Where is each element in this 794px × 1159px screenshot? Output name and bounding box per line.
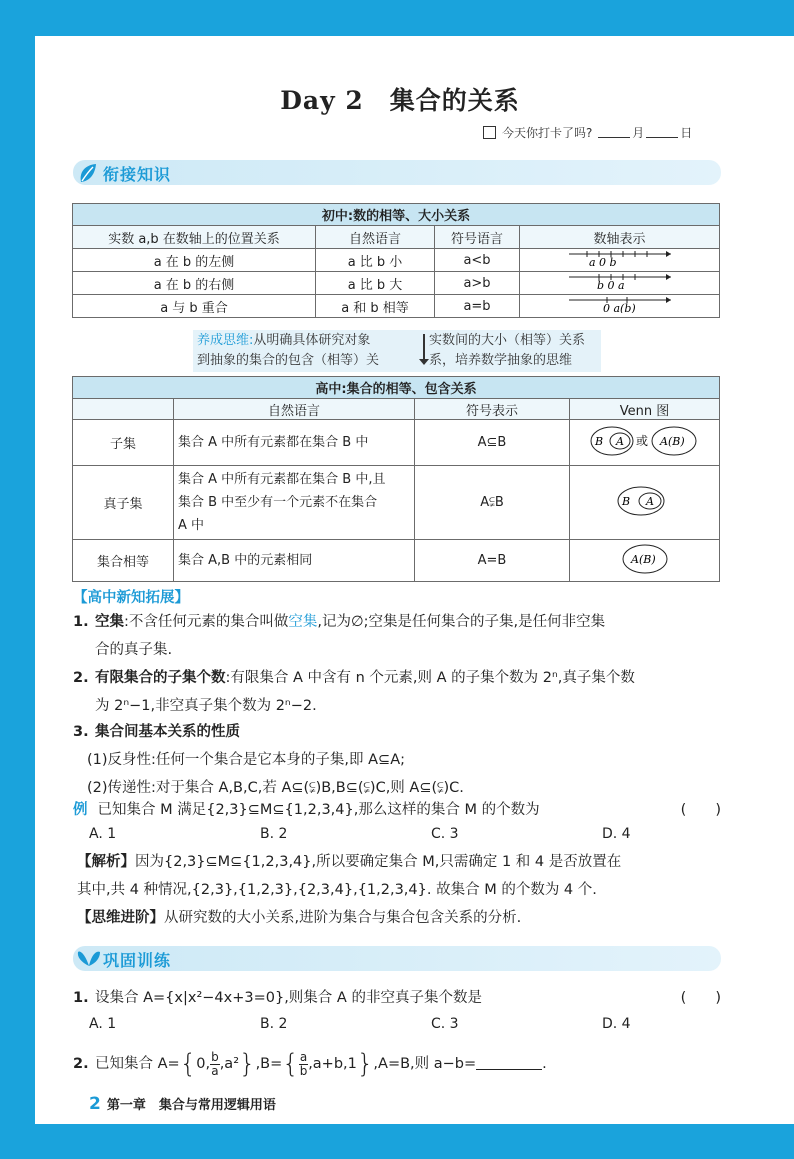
item-highlight: 空集	[288, 614, 318, 630]
leaf-icon	[77, 162, 99, 184]
cell: A⫋B	[415, 466, 570, 540]
thinking-note-text: 系，培养数学抽象的思维	[429, 353, 573, 368]
option-b[interactable]: B. 2	[260, 1016, 288, 1032]
item-number: 2.	[73, 670, 89, 686]
venn-equal-diagram	[618, 542, 672, 576]
page-number: 2	[89, 1094, 101, 1114]
table-row	[73, 466, 720, 540]
question-number: 1.	[73, 990, 89, 1006]
venn-label: B	[621, 494, 630, 508]
cell: a 在 b 的右侧	[73, 272, 316, 295]
analysis-text: 其中,共 4 种情况,{2,3},{1,2,3},{2,3,4},{1,2,3,4}. 故集合 M 的个数为 4 个.	[77, 882, 597, 898]
example-analysis	[77, 848, 727, 932]
answer-blank[interactable]	[476, 1055, 542, 1070]
cell: a>b	[435, 272, 520, 295]
expand-title: 【高中新知拓展】	[73, 590, 189, 606]
right-brace: }	[239, 1049, 256, 1079]
page-title: Day 2 集合的关系	[280, 86, 520, 115]
month-label: 月	[632, 126, 645, 140]
thinking-note-text: 实数间的大小（相等）关系	[429, 333, 586, 348]
cell-line: 集合 A 中所有元素都在集合 B 中,且	[178, 472, 386, 487]
venn-subset-diagram	[588, 424, 702, 458]
number-line-cell	[520, 249, 720, 272]
day-label: 日	[680, 126, 693, 140]
item-heading: 集合间基本关系的性质	[95, 724, 240, 740]
thinking-note-text: 到抽象的集合的包含（相等）关	[197, 353, 380, 368]
cell-line: 集合 B 中至少有一个元素不在集合	[178, 495, 378, 510]
option-a[interactable]: A. 1	[89, 826, 117, 842]
number-line-cell	[520, 295, 720, 318]
col-header	[73, 399, 174, 420]
question-text: 设集合 A={x|x²−4x+3=0},则集合 A 的非空真子集个数是	[95, 990, 482, 1006]
junior-table	[72, 203, 720, 318]
left-brace: {	[179, 1049, 197, 1079]
venn-proper-subset-diagram	[615, 484, 675, 518]
senior-table	[72, 376, 720, 582]
col-header: 符号语言	[435, 226, 520, 249]
section-banner-link	[73, 160, 721, 185]
col-header: 数轴表示	[520, 226, 720, 249]
expand-item-3	[73, 718, 733, 802]
col-header: Venn 图	[570, 399, 720, 420]
option-d[interactable]: D. 4	[602, 826, 631, 842]
item-text: ,记为∅;空集是任何集合的子集,是任何非空集	[317, 614, 606, 630]
fraction-denominator: a	[211, 1063, 219, 1078]
cell: a 比 b 小	[316, 249, 435, 272]
thinking-note-right	[429, 331, 601, 371]
number-line-cell	[520, 272, 720, 295]
question-text: ,B=	[255, 1056, 283, 1072]
question-text: 已知集合 A=	[95, 1056, 180, 1072]
venn-cell	[570, 466, 720, 540]
example-text: 已知集合 M 满足{2,3}⊆M⊆{1,2,3,4},那么这样的集合 M 的个数为	[97, 802, 540, 818]
item-text: (2)传递性:对于集合 A,B,C,若 A⊆(⫋)B,B⊆(⫋)C,则 A⊆(⫋)C.	[87, 780, 464, 796]
item-number: 1.	[73, 614, 89, 630]
question-number: 2.	[73, 1056, 89, 1072]
right-brace: }	[356, 1049, 374, 1079]
number-line-labels: 0 a(b)	[602, 302, 636, 313]
venn-cell	[570, 540, 720, 582]
page	[35, 36, 794, 1124]
thinking-note-text: 从明确具体研究对象	[253, 333, 371, 348]
question-text: ,a+b,1	[308, 1056, 357, 1072]
month-blank[interactable]	[598, 126, 630, 138]
question-text: 0,	[196, 1056, 211, 1072]
thinking-note	[193, 330, 601, 372]
item-text: :有限集合 A 中含有 n 个元素,则 A 的子集个数为 2ⁿ,真子集个数	[225, 670, 635, 686]
thinking-note-label: 养成思维:	[197, 333, 254, 348]
section-banner-practice	[73, 946, 721, 971]
table-row	[73, 272, 720, 295]
item-text: 合的真子集.	[95, 642, 173, 658]
cell: A=B	[415, 540, 570, 582]
item-number: 3.	[73, 724, 89, 740]
cell: a=b	[435, 295, 520, 318]
col-header: 实数 a,b 在数轴上的位置关系	[73, 226, 316, 249]
question-text: ,a²	[219, 1056, 240, 1072]
table-row	[73, 540, 720, 582]
item-heading: 有限集合的子集个数	[95, 670, 226, 686]
expand-item-2	[73, 664, 733, 720]
advance-text: 从研究数的大小关系,进阶为集合与集合包含关系的分析.	[164, 910, 522, 926]
col-header: 符号表示	[415, 399, 570, 420]
junior-table-caption: 初中:数的相等、大小关系	[73, 204, 720, 226]
analysis-label: 【解析】	[77, 854, 135, 870]
venn-label: A(B)	[659, 434, 685, 448]
expand-item-1	[73, 608, 733, 664]
option-c[interactable]: C. 3	[431, 826, 459, 842]
col-header: 自然语言	[174, 399, 415, 420]
option-a[interactable]: A. 1	[89, 1016, 117, 1032]
advance-label: 【思维进阶】	[77, 910, 164, 926]
senior-table-caption: 高中:集合的相等、包含关系	[73, 377, 720, 399]
practice-q2	[73, 1044, 733, 1084]
checkin-text: 今天你打卡了吗?	[502, 126, 593, 140]
item-text: (1)反身性:任何一个集合是它本身的子集,即 A⊆A;	[87, 752, 406, 768]
checkin-checkbox[interactable]	[483, 126, 496, 139]
left-brace: {	[282, 1049, 299, 1079]
cell: a 比 b 大	[316, 272, 435, 295]
col-header: 自然语言	[316, 226, 435, 249]
number-line-diagram	[565, 249, 675, 267]
example-question	[73, 796, 721, 824]
cell: a 在 b 的左侧	[73, 249, 316, 272]
cell: 集合 A,B 中的元素相同	[174, 540, 415, 582]
fraction-numerator: b	[211, 1049, 219, 1064]
item-text: 为 2ⁿ−1,非空真子集个数为 2ⁿ−2.	[95, 698, 317, 714]
down-arrow-icon	[423, 334, 425, 364]
item-heading: 空集	[95, 614, 124, 630]
item-text: :不含任何元素的集合叫做	[124, 614, 289, 630]
venn-label: A	[615, 434, 624, 448]
number-line-labels: b 0 a	[596, 279, 625, 290]
analysis-text: 因为{2,3}⊆M⊆{1,2,3,4},所以要确定集合 M,只需确定 1 和 4 是否放置在	[135, 854, 622, 870]
day-blank[interactable]	[646, 126, 678, 138]
cell-line: A 中	[178, 518, 205, 533]
cell: a<b	[435, 249, 520, 272]
venn-cell	[570, 420, 720, 466]
page-footer	[89, 1094, 276, 1114]
fraction-denominator: b	[299, 1063, 308, 1078]
number-line-labels: a 0 b	[588, 256, 617, 267]
option-c[interactable]: C. 3	[431, 1016, 459, 1032]
answer-paren[interactable]: ( )	[680, 990, 721, 1006]
option-b[interactable]: B. 2	[260, 826, 288, 842]
checkin-line	[483, 124, 692, 141]
number-line-diagram	[565, 295, 675, 313]
chapter-title: 第一章 集合与常用逻辑用语	[106, 1098, 276, 1113]
fraction-numerator: a	[299, 1049, 308, 1064]
butterfly-icon	[77, 948, 101, 970]
section-title-practice: 巩固训练	[103, 951, 172, 970]
table-row	[73, 249, 720, 272]
venn-label: B	[594, 434, 603, 448]
answer-paren[interactable]: ( )	[680, 802, 721, 818]
fraction	[210, 1051, 220, 1078]
cell: A⊆B	[415, 420, 570, 466]
cell: a 与 b 重合	[73, 295, 316, 318]
cell: 真子集	[73, 466, 174, 540]
venn-or: 或	[635, 433, 648, 448]
option-d[interactable]: D. 4	[602, 1016, 631, 1032]
cell: 集合相等	[73, 540, 174, 582]
table-row	[73, 295, 720, 318]
example-label: 例	[73, 802, 88, 818]
question-text: ,A=B,则 a−b=	[373, 1056, 477, 1072]
question-text: .	[542, 1056, 547, 1072]
cell: a 和 b 相等	[316, 295, 435, 318]
cell: 集合 A 中所有元素都在集合 B 中	[174, 420, 415, 466]
table-row	[73, 420, 720, 466]
number-line-diagram	[565, 272, 675, 290]
fraction	[299, 1051, 308, 1078]
venn-label: A(B)	[630, 552, 656, 566]
thinking-note-left	[197, 331, 425, 371]
cell: 子集	[73, 420, 174, 466]
venn-label: A	[645, 494, 654, 508]
section-title-link: 衔接知识	[103, 165, 172, 184]
practice-q1	[73, 984, 721, 1012]
cell	[174, 466, 415, 540]
